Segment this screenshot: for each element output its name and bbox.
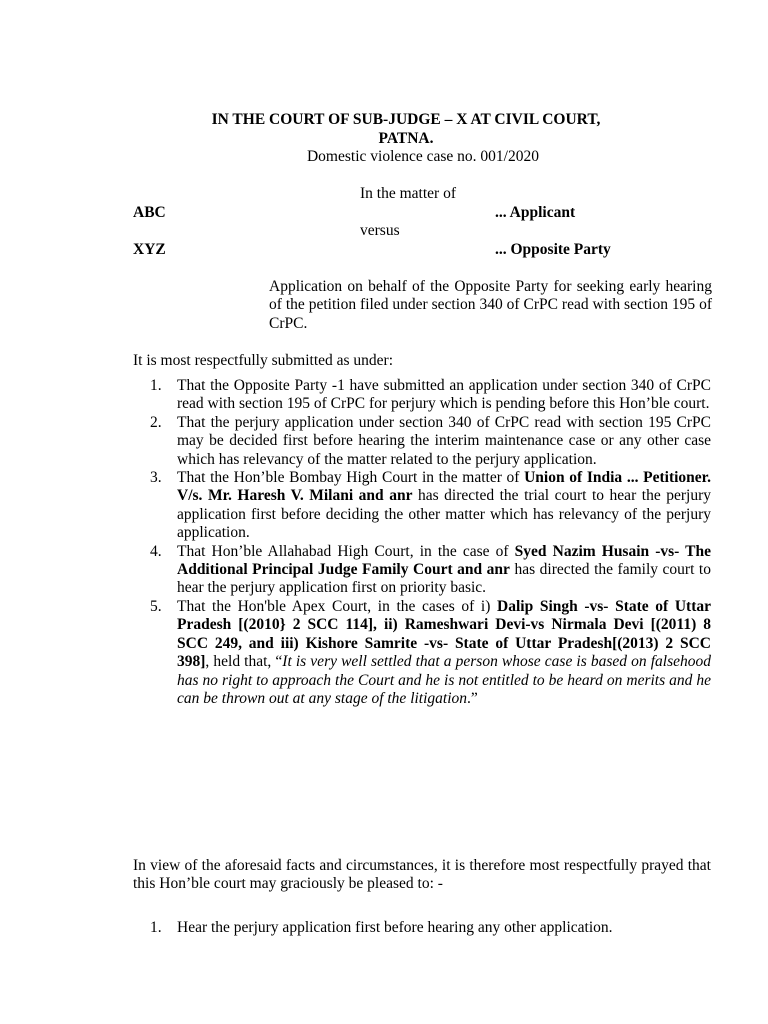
applicant-name: ABC	[133, 204, 166, 221]
applicant-role: ... Applicant	[495, 204, 576, 221]
prayer-text: In view of the aforesaid facts and circumstances, it is therefore most respectfully prayed that this Hon’ble court may graciously be pleased to: -	[133, 857, 711, 893]
list-item-number: 3.	[150, 469, 162, 487]
list-item-text: That the Hon'ble Apex Court, in the cases of i)	[177, 597, 498, 615]
submission-points	[133, 377, 711, 708]
opposite-party-name: XYZ	[133, 241, 166, 258]
prayer-points	[133, 919, 711, 937]
list-item-number: 5.	[150, 597, 162, 615]
list-item-number: 2.	[150, 413, 162, 431]
list-item-text: Union of India ... Petitioner. V/s. Mr. Haresh V. Milani and anr	[177, 469, 711, 505]
list-item-number: 1.	[150, 377, 162, 394]
opposite-party-role: ... Opposite Party	[495, 241, 611, 258]
list-item-text: has directed the trial court to hear the perjury application first before deciding the other matter which has relevancy of the perjury application.	[177, 487, 711, 542]
list-item	[133, 377, 711, 414]
list-item	[133, 543, 711, 598]
list-item-text: It is very well settled that a person whose case is based on falsehood has no right to approach the Court and he is not entitled to be heard on merits and he can be thrown out at any stage of the litigation	[177, 653, 712, 707]
list-item-text: .”	[467, 689, 478, 707]
list-item	[133, 414, 711, 469]
prayer-item	[133, 919, 711, 937]
list-item-text: That the Hon’ble Bombay High Court in the matter of	[177, 469, 525, 487]
court-heading-line1: IN THE COURT OF SUB-JUDGE – X AT CIVIL COURT,	[211, 111, 601, 128]
list-item-number: 4.	[150, 542, 162, 560]
prayer-item-number: 1.	[150, 919, 162, 936]
intro-text: It is most respectfully submitted as under:	[133, 352, 394, 369]
versus-label: versus	[360, 222, 400, 239]
in-matter-of: In the matter of	[360, 185, 456, 202]
list-item-text: , held that, “	[205, 653, 283, 671]
list-item-text: That the Opposite Party -1 have submitted an application under section 340 of CrPC read with section 195 of CrPC for perjury which is pending before this Hon’ble court.	[177, 377, 711, 413]
case-number: Domestic violence case no. 001/2020	[306, 148, 539, 165]
prayer-item-text: Hear the perjury application first before hearing any other application.	[177, 919, 613, 936]
court-heading	[0, 111, 768, 148]
list-item-text: Dalip Singh -vs- State of Uttar Pradesh [(2010} 2 SCC 114], ii) Rameshwari Devi-vs Nirmala Devi [(2011) 8 SCC 249, and iii) Kishore Samrite -vs- State of Uttar Pradesh[(2013) 2 SCC 398]	[177, 597, 711, 671]
list-item-text: has directed the family court to hear the perjury application first on priority basic.	[177, 561, 711, 597]
list-item	[133, 598, 711, 708]
list-item-text: That the perjury application under section 340 of CrPC read with section 195 CrPC may be decided first before hearing the interim maintenance case or any other case which has relevancy of the matter related to the perjury application.	[177, 413, 711, 468]
court-heading-line2: PATNA.	[378, 129, 434, 147]
application-title: Application on behalf of the Opposite Party for seeking early hearing of the petition filed under section 340 of CrPC read with section 195 of CrPC.	[269, 278, 712, 332]
list-item	[133, 469, 711, 543]
list-item-text: That Hon’ble Allahabad High Court, in the case of	[177, 542, 515, 560]
list-item-text: Syed Nazim Husain -vs- The Additional Principal Judge Family Court and anr	[177, 542, 711, 579]
